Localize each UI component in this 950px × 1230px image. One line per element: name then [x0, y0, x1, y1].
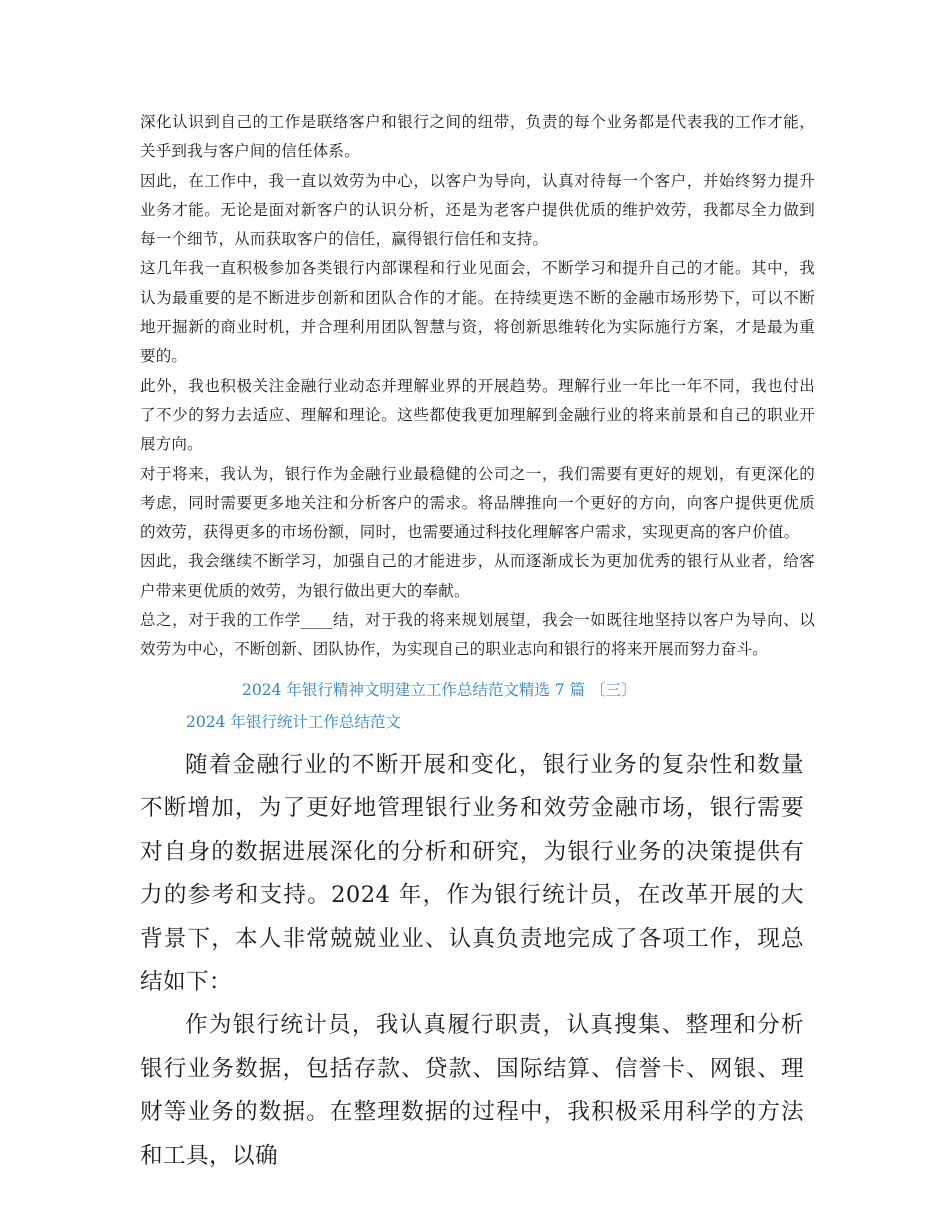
- paragraph: 总之，对于我的工作学____结，对于我的将来规划展望，我会一如既往地坚持以客户为导向、以效劳为中心，不断创新、团队协作，为实现自己的职业志向和银行的将来开展而努力奋斗。: [140, 611, 815, 659]
- article-body: [140, 744, 804, 1178]
- section-heading: 2024 年银行精神文明建立工作总结范文精选 7 篇 〔三〕: [242, 681, 637, 699]
- paragraph: 因此，在工作中，我一直以效劳为中心，以客户为导向，认真对待每一个客户，并始终努力提升业务才能。无论是面对新客户的认识分析，还是为老客户提供优质的维护效劳，我都尽全力做到每一个细节，从而获取客户的信任，赢得银行信任和支持。: [140, 171, 815, 249]
- paragraph: 因此，我会继续不断学习，加强自己的才能进步，从而逐渐成长为更加优秀的银行从业者，给客户带来更优质的效劳，为银行做出更大的奉献。: [140, 552, 815, 600]
- paragraph: 作为银行统计员，我认真履行职责，认真搜集、整理和分析银行业务数据，包括存款、贷款、国际结算、信誉卡、网银、理财等业务的数据。在整理数据的过程中，我积极采用科学的方法和工具，以确: [140, 1012, 804, 1169]
- paragraph: 此外，我也积极关注金融行业动态并理解业界的开展趋势。理解行业一年比一年不同，我也付出了不少的努力去适应、理解和理论。这些都使我更加理解到金融行业的将来前景和自己的职业开展方向。: [140, 376, 815, 454]
- article-title: 2024 年银行统计工作总结范文: [186, 713, 401, 731]
- small-text-section: [140, 108, 815, 665]
- paragraph: 随着金融行业的不断开展和变化，银行业务的复杂性和数量不断增加，为了更好地管理银行业务和效劳金融市场，银行需要对自身的数据进展深化的分析和研究，为银行业务的决策提供有力的参考和支持。2024 年，作为银行统计员，在改革开展的大背景下，本人非常兢兢业业、认真负责地完成了各项工作，现总结如下：: [140, 752, 804, 996]
- paragraph: 这几年我一直积极参加各类银行内部课程和行业见面会，不断学习和提升自己的才能。其中，我认为最重要的是不断进步创新和团队合作的才能。在持续更迭不断的金融市场形势下，可以不断地开掘新的商业时机，并合理利用团队智慧与资，将创新思维转化为实际施行方案，才是最为重要的。: [140, 259, 815, 366]
- paragraph: 深化认识到自己的工作是联络客户和银行之间的纽带，负责的每个业务都是代表我的工作才能，关乎到我与客户间的信任体系。: [140, 113, 815, 161]
- paragraph: 对于将来，我认为，银行作为金融行业最稳健的公司之一，我们需要有更好的规划，有更深化的考虑，同时需要更多地关注和分析客户的需求。将品牌推向一个更好的方向，向客户提供更优质的效劳，获得更多的市场份额，同时，也需要通过科技化理解客户需求，实现更高的客户价值。: [140, 464, 815, 542]
